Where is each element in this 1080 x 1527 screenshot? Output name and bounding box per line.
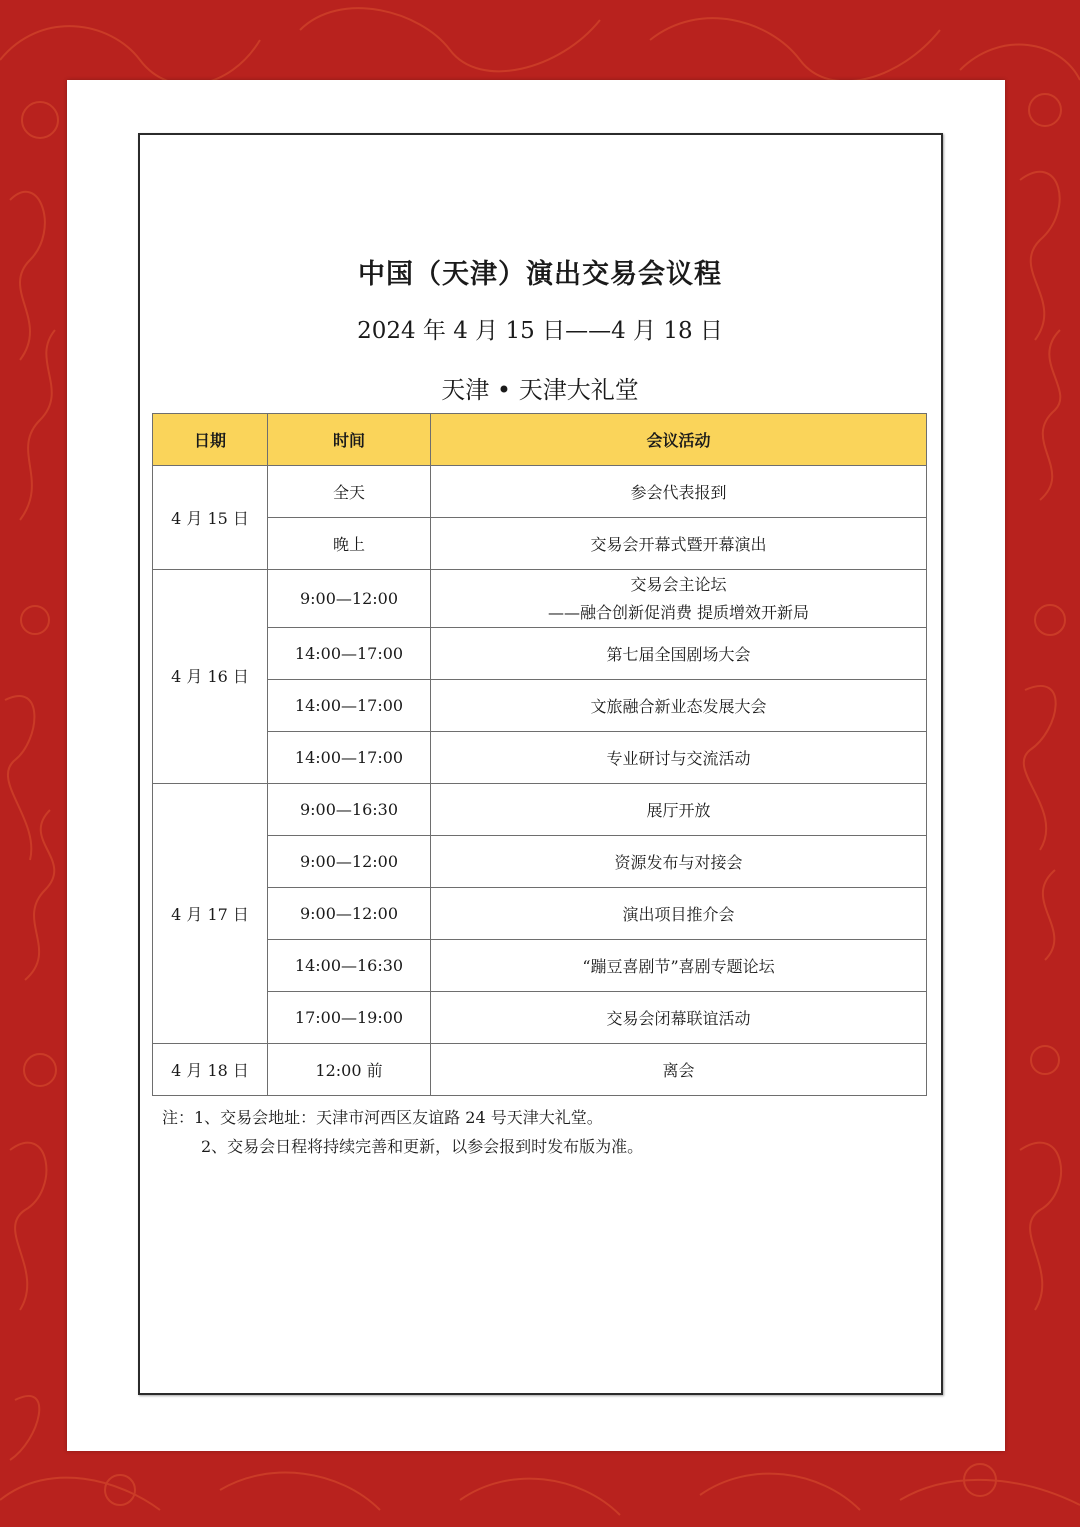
time-cell: 9:00—12:00 [268, 836, 431, 888]
activity-cell: “蹦豆喜剧节”喜剧专题论坛 [431, 940, 927, 992]
time-cell: 9:00—16:30 [268, 784, 431, 836]
table-row [153, 992, 927, 1044]
activity-cell: 专业研讨与交流活动 [431, 732, 927, 784]
date-range: 2024 年 4 月 15 日——4 月 18 日 [357, 318, 723, 344]
header-time: 时间 [268, 414, 431, 466]
time-cell: 14:00—17:00 [268, 732, 431, 784]
notes [162, 1103, 922, 1161]
date-cell: 4 月 16 日 [153, 570, 268, 784]
table-row [153, 836, 927, 888]
activity-cell: 离会 [431, 1044, 927, 1096]
activity-subtitle: ——融合创新促消费 提质增效开新局 [547, 602, 810, 622]
table-row [153, 784, 927, 836]
activity-cell: 第七届全国剧场大会 [431, 628, 927, 680]
agenda-table [152, 413, 927, 1096]
table-row [153, 680, 927, 732]
header-activity: 会议活动 [431, 414, 927, 466]
date-cell: 4 月 17 日 [153, 784, 268, 1044]
date-cell: 4 月 15 日 [153, 466, 268, 570]
activity-cell: 参会代表报到 [431, 466, 927, 518]
table-row [153, 518, 927, 570]
table-row [153, 628, 927, 680]
header-date: 日期 [153, 414, 268, 466]
time-cell: 14:00—17:00 [268, 628, 431, 680]
activity-cell [431, 570, 927, 628]
date-cell: 4 月 18 日 [153, 1044, 268, 1096]
table-header-row [153, 414, 927, 466]
note-line-1: 注：1、交易会地址：天津市河西区友谊路 24 号天津大礼堂。 [162, 1108, 603, 1127]
activity-cell: 交易会闭幕联谊活动 [431, 992, 927, 1044]
table-row [153, 570, 927, 628]
table-row [153, 1044, 927, 1096]
table-row [153, 888, 927, 940]
time-cell: 12:00 前 [268, 1044, 431, 1096]
page-title: 中国（天津）演出交易会议程 [358, 259, 722, 290]
venue: 天津 • 天津大礼堂 [441, 376, 639, 404]
activity-cell: 交易会开幕式暨开幕演出 [431, 518, 927, 570]
activity-title: 交易会主论坛 [630, 574, 727, 594]
table-row [153, 466, 927, 518]
time-cell: 14:00—17:00 [268, 680, 431, 732]
time-cell: 14:00—16:30 [268, 940, 431, 992]
activity-cell: 展厅开放 [431, 784, 927, 836]
time-cell: 17:00—19:00 [268, 992, 431, 1044]
activity-cell: 资源发布与对接会 [431, 836, 927, 888]
time-cell: 晚上 [268, 518, 431, 570]
time-cell: 全天 [268, 466, 431, 518]
activity-cell: 演出项目推介会 [431, 888, 927, 940]
table-row [153, 732, 927, 784]
note-line-2: 2、交易会日程将持续完善和更新，以参会报到时发布版为准。 [201, 1137, 644, 1156]
time-cell: 9:00—12:00 [268, 570, 431, 628]
table-row [153, 940, 927, 992]
activity-cell: 文旅融合新业态发展大会 [431, 680, 927, 732]
time-cell: 9:00—12:00 [268, 888, 431, 940]
